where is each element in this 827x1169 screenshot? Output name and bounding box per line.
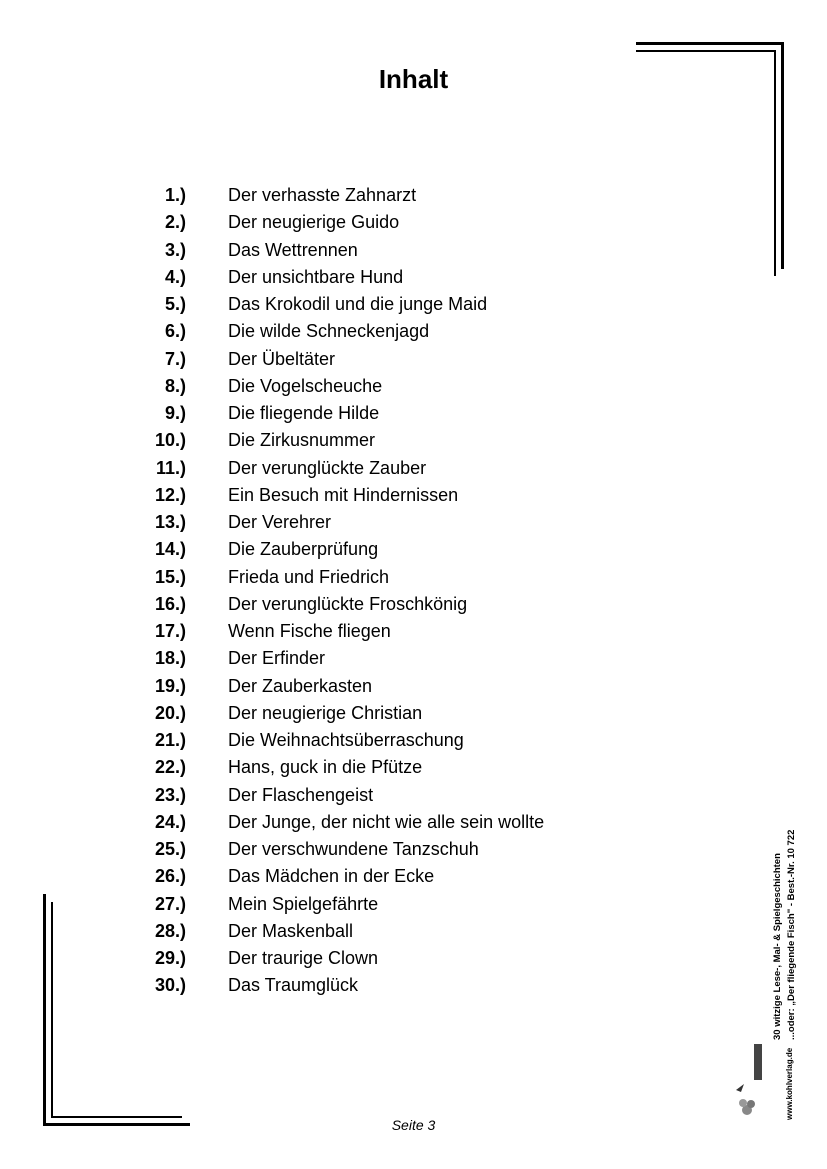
toc-entry <box>130 945 544 972</box>
frame-corner-top-right-outer-h <box>636 42 784 45</box>
toc-entry-number: 17.) <box>154 621 186 642</box>
toc-entry <box>130 209 544 236</box>
toc-entry-number: 23.) <box>154 784 186 805</box>
toc-entry-title: Das Traumglück <box>228 975 359 996</box>
toc-entry <box>130 400 544 427</box>
toc-entry <box>130 591 544 618</box>
toc-entry-title: Der unsichtbare Hund <box>228 266 404 287</box>
toc-entry-number: 18.) <box>154 648 186 669</box>
side-book-title: 30 witzige Lese-, Mal- & Spielgeschichten <box>772 853 783 1040</box>
toc-entry <box>130 782 544 809</box>
toc-entry-number: 12.) <box>154 484 186 505</box>
toc-entry <box>130 891 544 918</box>
toc-entry-title: Der Junge, der nicht wie alle sein wollte <box>228 811 545 832</box>
toc-entry <box>130 427 544 454</box>
toc-entry-title: Das Krokodil und die junge Maid <box>228 294 488 315</box>
toc-entry-title: Die Vogelscheuche <box>228 375 383 396</box>
toc-entry-number: 25.) <box>154 839 186 860</box>
toc-entry <box>130 536 544 563</box>
toc-entry <box>130 318 544 345</box>
toc-entry-title: Ein Besuch mit Hindernissen <box>228 484 459 505</box>
toc-entry-number: 10.) <box>154 430 186 451</box>
toc-entry-number: 14.) <box>154 539 186 560</box>
toc-entry-number: 2.) <box>164 212 186 233</box>
toc-entry <box>130 455 544 482</box>
toc-entry-title: Der Maskenball <box>228 920 354 941</box>
toc-entry-number: 15.) <box>154 566 186 587</box>
toc-entry-title: Der verhasste Zahnarzt <box>228 185 417 206</box>
toc-entry-number: 8.) <box>164 375 186 396</box>
toc-entry-title: Die Zirkusnummer <box>228 430 376 451</box>
toc-entry <box>130 291 544 318</box>
toc-entry <box>130 972 544 999</box>
frame-corner-top-right-inner-h <box>636 50 776 52</box>
toc-entry-number: 4.) <box>164 266 186 287</box>
toc-entry-number: 28.) <box>154 920 186 941</box>
toc-entry-title: Das Mädchen in der Ecke <box>228 866 435 887</box>
toc-entry-number: 11.) <box>155 457 186 478</box>
toc-entry-title: Mein Spielgefährte <box>228 893 379 914</box>
toc-entry-number: 24.) <box>154 811 186 832</box>
side-book-info <box>771 830 799 1040</box>
toc-entry-title: Der Erfinder <box>228 648 326 669</box>
page-number: Seite 3 <box>391 1117 436 1133</box>
toc-entry-title: Der neugierige Guido <box>228 212 400 233</box>
toc-entry-number: 6.) <box>164 321 186 342</box>
toc-entry-number: 13.) <box>154 512 186 533</box>
toc-entry <box>130 754 544 781</box>
frame-corner-bottom-left-inner-v <box>51 902 53 1118</box>
toc-entry-number: 16.) <box>154 593 186 614</box>
toc-entry-title: Der verunglückte Froschkönig <box>228 593 468 614</box>
toc-entry-number: 7.) <box>164 348 186 369</box>
toc-entry-number: 26.) <box>154 866 186 887</box>
toc-entry <box>130 182 544 209</box>
toc-entry-title: Der Zauberkasten <box>228 675 373 696</box>
toc-entry <box>130 509 544 536</box>
toc-entry-number: 19.) <box>154 675 186 696</box>
toc-entry-number: 20.) <box>154 702 186 723</box>
toc-entry-title: Die fliegende Hilde <box>228 403 380 424</box>
toc-entry-title: Frieda und Friedrich <box>228 566 390 587</box>
toc-entry-title: Die Weihnachtsüberraschung <box>228 730 464 751</box>
page-title: Inhalt <box>378 64 449 94</box>
toc-entry-title: Hans, guck in die Pfütze <box>228 757 423 778</box>
publisher-logo <box>734 1040 770 1122</box>
toc-entry <box>130 809 544 836</box>
toc-entry <box>130 700 544 727</box>
toc-entry-number: 9.) <box>164 403 186 424</box>
toc-entry-number: 5.) <box>164 294 186 315</box>
toc-entry-title: Die Zauberprüfung <box>228 539 379 560</box>
toc-entry <box>130 836 544 863</box>
table-of-contents <box>130 182 544 1000</box>
toc-entry <box>130 237 544 264</box>
toc-entry-title: Wenn Fische fliegen <box>228 621 391 642</box>
toc-entry <box>130 727 544 754</box>
toc-entry <box>130 373 544 400</box>
toc-entry-number: 3.) <box>164 239 186 260</box>
toc-entry-number: 22.) <box>154 757 186 778</box>
toc-entry-title: Der verunglückte Zauber <box>228 457 427 478</box>
toc-entry <box>130 564 544 591</box>
toc-entry <box>130 918 544 945</box>
toc-entry-title: Das Wettrennen <box>228 239 358 260</box>
toc-entry <box>130 482 544 509</box>
toc-entry-title: Der traurige Clown <box>228 948 379 969</box>
toc-entry-title: Der verschwundene Tanzschuh <box>228 839 479 860</box>
toc-entry <box>130 863 544 890</box>
toc-entry-title: Der Flaschengeist <box>228 784 374 805</box>
toc-entry <box>130 264 544 291</box>
toc-entry <box>130 618 544 645</box>
toc-entry-number: 30.) <box>154 975 186 996</box>
toc-entry <box>130 346 544 373</box>
toc-entry-number: 29.) <box>154 948 186 969</box>
toc-entry-number: 27.) <box>154 893 186 914</box>
toc-entry <box>130 673 544 700</box>
side-book-subtitle: ...oder: „Der fliegende Fisch" - Best.-Nr. 10 722 <box>786 829 797 1040</box>
toc-entry-title: Die wilde Schneckenjagd <box>228 321 430 342</box>
frame-corner-bottom-left-outer-v <box>43 894 46 1126</box>
toc-entry-number: 21.) <box>154 730 186 751</box>
toc-entry <box>130 645 544 672</box>
toc-entry-title: Der neugierige Christian <box>228 702 423 723</box>
toc-entry-title: Der Übeltäter <box>228 348 336 369</box>
publisher-url: www.kohlverlag.de <box>785 1047 794 1120</box>
toc-entry-title: Der Verehrer <box>228 512 332 533</box>
toc-entry-number: 1.) <box>164 185 186 206</box>
